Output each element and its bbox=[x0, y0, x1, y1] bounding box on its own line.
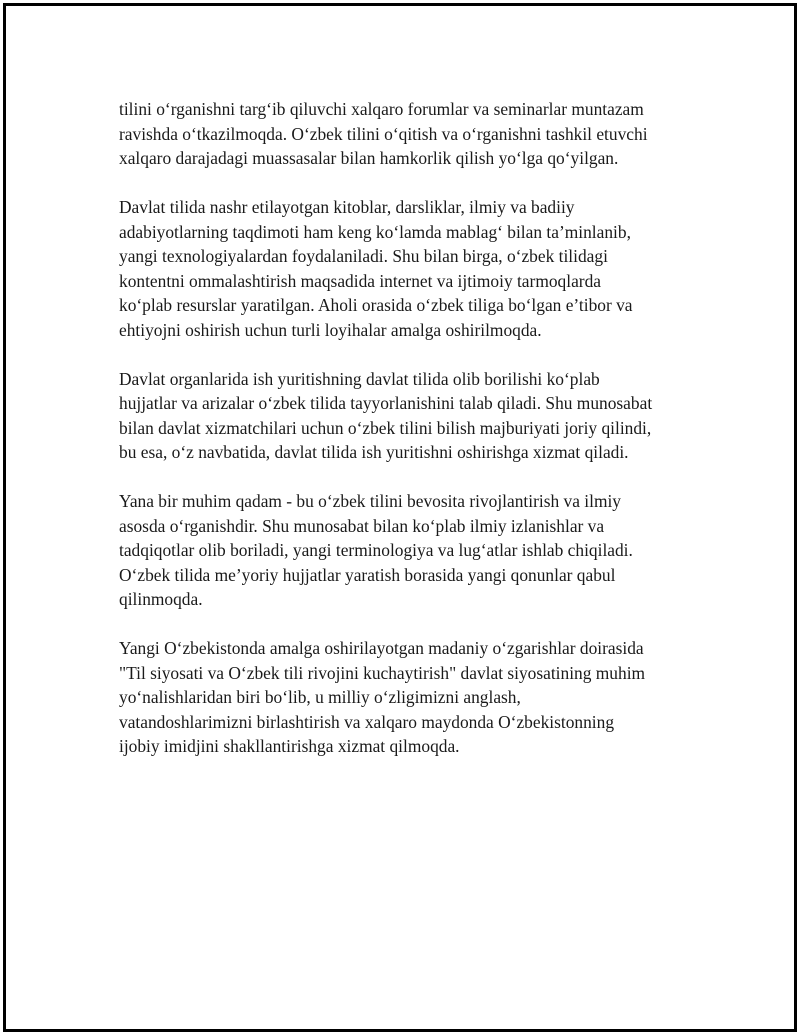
text-line: ijobiy imidjini shakllantirishga xizmat qilmoqda. bbox=[119, 736, 460, 756]
text-line: bu esa, o‘z navbatida, davlat tilida ish yuritishni oshirishga xizmat qiladi. bbox=[119, 442, 629, 462]
text-line: Davlat organlarida ish yuritishning davlat tilida olib borilishi ko‘plab bbox=[119, 368, 600, 389]
text-line: Yana bir muhim qadam - bu o‘zbek tilini bevosita rivojlantirish va ilmiy bbox=[119, 491, 622, 511]
text-line: vatandoshlarimizni birlashtirish va xalqaro maydonda O‘zbekistonning bbox=[119, 711, 615, 732]
paragraph bbox=[119, 195, 699, 342]
text-line: qilinmoqda. bbox=[119, 589, 203, 609]
paragraph bbox=[119, 367, 699, 465]
paragraph bbox=[119, 636, 699, 759]
text-line: yangi texnologiyalardan foydalaniladi. Shu bilan birga, o‘zbek tilidagi bbox=[119, 246, 608, 266]
text-line: "Til siyosati va O‘zbek tili rivojini kuchaytirish" davlat siyosatining muhim bbox=[119, 662, 646, 683]
document-body bbox=[119, 97, 699, 783]
text-line: yo‘nalishlaridan biri bo‘lib, u milliy o‘zligimizni anglash, bbox=[119, 687, 521, 707]
paragraph bbox=[119, 489, 699, 612]
text-line: xalqaro darajadagi muassasalar bilan hamkorlik qilish yo‘lga qo‘yilgan. bbox=[119, 148, 619, 168]
text-line: ko‘plab resurslar yaratilgan. Aholi orasida o‘zbek tiliga bo‘lgan e’tibor va bbox=[119, 295, 633, 315]
text-line: ehtiyojni oshirish uchun turli loyihalar amalga oshirilmoqda. bbox=[119, 319, 542, 340]
text-line: asosda o‘rganishdir. Shu munosabat bilan ko‘plab ilmiy izlanishlar va bbox=[119, 515, 605, 536]
text-line: tadqiqotlar olib boriladi, yangi terminologiya va lug‘atlar ishlab chiqiladi. bbox=[119, 540, 633, 560]
paragraph bbox=[119, 97, 699, 171]
text-line: bilan davlat xizmatchilari uchun o‘zbek tilini bilish majburiyati joriy qilindi, bbox=[119, 417, 652, 438]
text-line: ravishda o‘tkazilmoqda. O‘zbek tilini o‘qitish va o‘rganishni tashkil etuvchi bbox=[119, 123, 648, 144]
text-line: kontentni ommalashtirish maqsadida internet va ijtimoiy tarmoqlarda bbox=[119, 270, 601, 291]
text-line: hujjatlar va arizalar o‘zbek tilida tayyorlanishini talab qiladi. Shu munosabat bbox=[119, 393, 653, 413]
text-line: Davlat tilida nashr etilayotgan kitoblar, darsliklar, ilmiy va badiiy bbox=[119, 197, 575, 217]
text-line: O‘zbek tilida me’yoriy hujjatlar yaratish borasida yangi qonunlar qabul bbox=[119, 564, 616, 585]
text-line: tilini o‘rganishni targ‘ib qiluvchi xalqaro forumlar va seminarlar muntazam bbox=[119, 99, 644, 119]
text-line: adabiyotlarning taqdimoti ham keng ko‘lamda mablag‘ bilan ta’minlanib, bbox=[119, 221, 631, 242]
text-line: Yangi O‘zbekistonda amalga oshirilayotgan madaniy o‘zgarishlar doirasida bbox=[119, 638, 644, 658]
document-page bbox=[3, 3, 797, 1032]
